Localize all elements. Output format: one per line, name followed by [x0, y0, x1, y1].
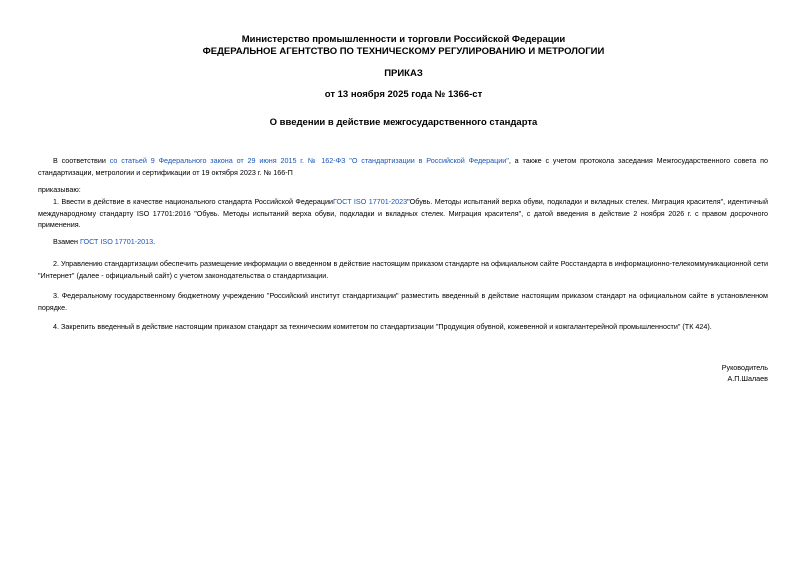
replacement-text-end: .: [153, 237, 156, 246]
item-1-text-end: "Обувь. Методы испытаний верха обуви, подкладки и вкладных стелек. Миграция красителя", идентичный международному стандарту ISO 17701:2016 "Обувь. Методы испытаний верха обуви, подкладки и вкладных стелек. Миграция красителя", с датой введения в действие 2 ноября 2026 г. с правом досрочного применения.: [38, 197, 768, 229]
item-1-paragraph: [38, 196, 768, 231]
gost-2013-link[interactable]: ГОСТ ISO 17701-2013: [80, 237, 154, 246]
order-date: от 13 ноября 2025 года № 1366-ст: [324, 89, 483, 100]
federal-law-link[interactable]: со статьей 9 Федерального закона от 29 июня 2015 г. № 162-ФЗ "О стандартизации в Российской Федерации": [109, 156, 509, 165]
order-title: ПРИКАЗ: [384, 68, 423, 79]
orders-label: приказываю:: [38, 185, 81, 194]
replacement-paragraph: [38, 236, 768, 248]
ministry-name: Министерство промышленности и торговли Российской Федерации: [241, 34, 566, 45]
preamble-text-end: , а также с учетом протокола заседания Межгосударственного совета по стандартизации, метрологии и сертификации от 19 октября 2023 г. № 166-П: [38, 156, 768, 177]
item-3-paragraph: 3. Федеральному государственному бюджетному учреждению "Российский институт стандартизации" разместить введенный в действие настоящим приказом стандарт на официальном сайте в установленном порядке.: [38, 291, 768, 312]
agency-name: ФЕДЕРАЛЬНОЕ АГЕНТСТВО ПО ТЕХНИЧЕСКОМУ РЕГУЛИРОВАНИЮ И МЕТРОЛОГИИ: [202, 46, 605, 57]
signature-title: Руководитель: [721, 363, 768, 372]
item-4-paragraph: 4. Закрепить введенный в действие настоящим приказом стандарт за техническим комитетом по стандартизации "Продукция обувной, кожевенной и кожгалантерейной промышленности" (ТК 424).: [53, 322, 712, 331]
preamble-text-start: В соответствии: [53, 156, 110, 165]
preamble-paragraph: [38, 155, 768, 178]
item-1-text-start: 1. Ввести в действие в качестве национального стандарта Российской Федерации: [53, 197, 334, 206]
replacement-text-start: Взамен: [53, 237, 80, 246]
order-subject: О введении в действие межгосударственного стандарта: [269, 117, 538, 128]
signature-name: А.П.Шалаев: [727, 374, 768, 383]
gost-2023-link[interactable]: ГОСТ ISO 17701-2023: [333, 197, 408, 206]
item-2-paragraph: 2. Управлению стандартизации обеспечить размещение информации о введенном в действие настоящим приказом стандарте на официальном сайте Росстандарта в информационно-телекоммуникационной сети "Интернет" (далее - официальный сайт) с учетом законодательства о стандартизации.: [38, 259, 768, 280]
